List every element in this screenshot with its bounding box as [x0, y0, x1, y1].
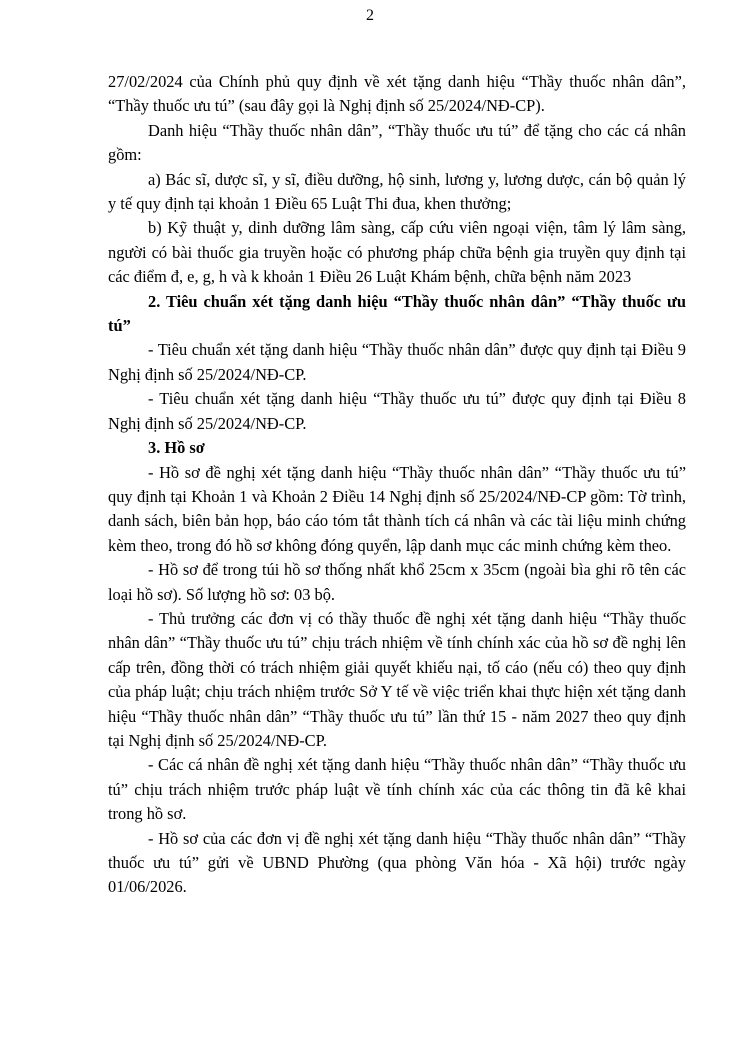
- section-heading-criteria: 2. Tiêu chuẩn xét tặng danh hiệu “Thầy thuốc nhân dân” “Thầy thuốc ưu tú”: [108, 291, 686, 336]
- paragraph-unit-heads-responsibility: - Thủ trưởng các đơn vị có thầy thuốc đề nghị xét tặng danh hiệu “Thầy thuốc nhân dân” “Thầy thuốc ưu tú” chịu trách nhiệm về tính chính xác của hồ sơ đề nghị lên cấp trên, đồng thời có trách nhiệm giải quyết khiếu nại, tố cáo (nếu có) theo quy định của pháp luật; chịu trách nhiệm trước Sở Y tế về việc triển khai thực hiện xét tặng danh hiệu “Thầy thuốc nhân dân” “Thầy thuốc ưu tú” lần thứ 15 - năm 2027 theo quy định tại Nghị định số 25/2024/NĐ-CP.: [108, 608, 686, 750]
- section-heading-dossier: 3. Hồ sơ: [148, 438, 205, 458]
- page-number: 2: [366, 7, 374, 24]
- paragraph-dossier-format: - Hồ sơ để trong túi hồ sơ thống nhất khổ 25cm x 35cm (ngoài bìa ghi rõ tên các loại hồ sơ). Số lượng hồ sơ: 03 bộ.: [108, 560, 686, 604]
- paragraph-item-b: b) Kỹ thuật y, dinh dưỡng lâm sàng, cấp cứu viên ngoại viện, tâm lý lâm sàng, người có bài thuốc gia truyền hoặc có phương pháp chữa bệnh gia truyền quy định tại các điểm đ, e, g, h và k khoản 1 Điều 26 Luật Khám bệnh, chữa bệnh năm 2023: [108, 218, 686, 287]
- document-body: [108, 70, 686, 900]
- paragraph-decree-reference: 27/02/2024 của Chính phủ quy định về xét tặng danh hiệu “Thầy thuốc nhân dân”, “Thầy thuốc ưu tú” (sau đây gọi là Nghị định số 25/2024/NĐ-CP).: [108, 72, 686, 116]
- paragraph-item-a: a) Bác sĩ, dược sĩ, y sĩ, điều dưỡng, hộ sinh, lương y, lương dược, cán bộ quản lý y tế quy định tại khoản 1 Điều 65 Luật Thi đua, khen thưởng;: [108, 169, 686, 214]
- paragraph-criteria-people-doctor: - Tiêu chuẩn xét tặng danh hiệu “Thầy thuốc nhân dân” được quy định tại Điều 9 Nghị định số 25/2024/NĐ-CP.: [108, 340, 686, 384]
- paragraph-title-recipients: Danh hiệu “Thầy thuốc nhân dân”, “Thầy thuốc ưu tú” để tặng cho các cá nhân gồm:: [108, 120, 686, 165]
- paragraph-submission-deadline: - Hồ sơ của các đơn vị đề nghị xét tặng danh hiệu “Thầy thuốc nhân dân” “Thầy thuốc ưu tú” gửi về UBND Phường (qua phòng Văn hóa - Xã hội) trước ngày 01/06/2026.: [108, 828, 686, 897]
- paragraph-dossier-contents: - Hồ sơ đề nghị xét tặng danh hiệu “Thầy thuốc nhân dân” “Thầy thuốc ưu tú” quy định tại Khoản 1 và Khoản 2 Điều 14 Nghị định số 25/2024/NĐ-CP gồm: Tờ trình, danh sách, biên bản họp, báo cáo tóm tắt thành tích cá nhân và các tài liệu minh chứng kèm theo, trong đó hồ sơ không đóng quyển, lập danh mục các minh chứng kèm theo.: [108, 462, 686, 555]
- paragraph-criteria-excellent-doctor: - Tiêu chuẩn xét tặng danh hiệu “Thầy thuốc ưu tú” được quy định tại Điều 8 Nghị định số 25/2024/NĐ-CP.: [108, 389, 686, 433]
- paragraph-individual-responsibility: - Các cá nhân đề nghị xét tặng danh hiệu “Thầy thuốc nhân dân” “Thầy thuốc ưu tú” chịu trách nhiệm trước pháp luật về tính chính xác của các thông tin đã kê khai trong hồ sơ.: [108, 755, 686, 824]
